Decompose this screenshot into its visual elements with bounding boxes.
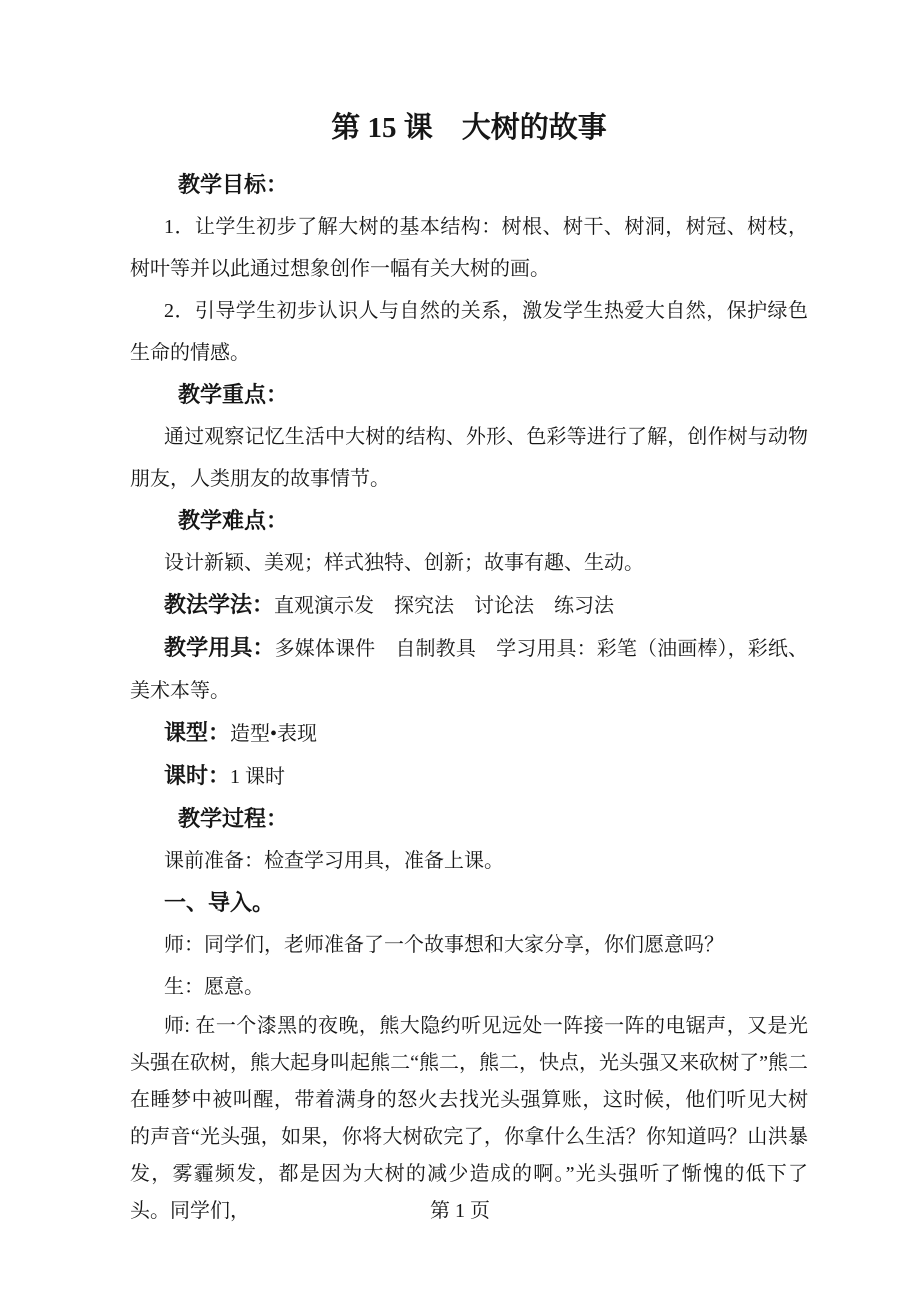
periods-text: 1 课时 xyxy=(230,766,286,788)
objective-item-2: 2．引导学生初步认识人与自然的关系，激发学生热爱大自然，保护绿色生命的情感。 xyxy=(130,300,808,364)
lesson-type-label: 课型： xyxy=(164,720,231,745)
teaching-tools-text: 多媒体课件 自制教具 学习用具：彩笔（油画棒），彩纸、美术本等。 xyxy=(130,638,808,702)
key-points-text: 通过观察记忆生活中大树的结构、外形、色彩等进行了解，创作树与动物朋友，人类朋友的故事情节。 xyxy=(130,426,808,490)
section-heading-difficulties: 教学难点： xyxy=(178,508,289,533)
periods-label: 课时： xyxy=(164,763,231,788)
dialog-student-line: 生：愿意。 xyxy=(164,976,264,998)
intro-heading: 一、导入。 xyxy=(164,890,275,915)
dialog-teacher-line: 师：同学们，老师准备了一个故事想和大家分享，你们愿意吗？ xyxy=(164,934,724,956)
section-heading-key-points: 教学重点： xyxy=(178,382,289,407)
teaching-tools-label: 教学用具： xyxy=(164,635,275,660)
teaching-methods-line xyxy=(130,584,808,627)
section-heading-objectives: 教学目标： xyxy=(178,172,289,197)
difficulties-text: 设计新颖、美观；样式独特、创新；故事有趣、生动。 xyxy=(164,552,644,574)
teaching-tools-line xyxy=(130,627,808,712)
lesson-type-text: 造型•表现 xyxy=(230,723,318,745)
lesson-type-line xyxy=(130,712,808,755)
section-heading-process: 教学过程： xyxy=(178,806,289,831)
document-title: 第 15 课 大树的故事 xyxy=(331,112,607,144)
periods-line xyxy=(130,755,808,798)
preparation-text: 课前准备：检查学习用具，准备上课。 xyxy=(164,850,504,872)
objective-item-1: 1．让学生初步了解大树的基本结构：树根、树干、树洞，树冠、树枝，树叶等并以此通过想象创作一幅有关大树的画。 xyxy=(130,216,808,280)
story-paragraph: 师: 在一个漆黑的夜晚，熊大隐约听见远处一阵接一阵的电锯声，又是光头强在砍树，熊大起身叫起熊二“熊二，熊二，快点，光头强又来砍树了”熊二在睡梦中被叫醒，带着满身的怒火去找光头强算账，这时候，他们听见大树的声音“光头强，如果，你将大树砍完了，你拿什么生活？你知道吗？山洪暴发，雾霾频发，都是因为大树的减少造成的啊。”光头强听了惭愧的低下了头。同学们， xyxy=(130,1015,808,1222)
teaching-methods-text: 直观演示发 探究法 讨论法 练习法 xyxy=(274,595,615,617)
page-number: 第 1 页 xyxy=(430,1200,490,1222)
teaching-methods-label: 教法学法： xyxy=(164,592,275,617)
